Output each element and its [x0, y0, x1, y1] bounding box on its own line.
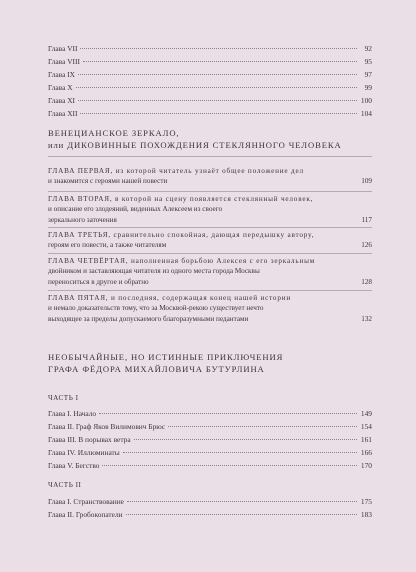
dot-leader — [127, 501, 357, 502]
dot-leader — [99, 413, 357, 414]
chapter-label: Глава XI — [48, 96, 76, 105]
entry-line: ГЛАВА ПЯТАЯ, и последняя, содержащая конец нашей истории — [48, 294, 292, 302]
page-number: 92 — [364, 44, 372, 53]
dot-leader — [134, 439, 357, 440]
page-number: 132 — [361, 314, 372, 323]
entry-separator — [48, 253, 372, 254]
entry-line: ГЛАВА ВТОРАЯ, в которой на сцену появляется стеклянный человек, — [48, 195, 314, 203]
chapter-label: Глава VIII — [48, 57, 80, 66]
toc-line — [48, 422, 372, 432]
chapter-label: Глава I. Начало — [48, 409, 97, 418]
entry-line: и немало доказательств тому, что за Москвой-рекою существует нечто — [48, 304, 264, 313]
page-number: 170 — [360, 461, 372, 470]
section-separator — [48, 156, 372, 157]
chapter-label: Глава XII — [48, 109, 78, 118]
entry-separator — [48, 290, 372, 291]
dot-leader — [123, 452, 357, 453]
entry-line: зеркального заточения — [48, 215, 117, 224]
page-number: 126 — [361, 241, 372, 250]
entry-line: и описание его злодеяний, виденных Алексеем из своего — [48, 205, 223, 214]
page-number: 161 — [360, 435, 372, 444]
entry-line: ГЛАВА ЧЕТВЁРТАЯ, наполненная борьбою Алексея с его зеркальным — [48, 257, 316, 265]
chapter-label: Глава IX — [48, 70, 76, 79]
section-title-line1: НЕОБЫЧАЙНЫЕ, НО ИСТИННЫЕ ПРИКЛЮЧЕНИЯ — [48, 352, 284, 362]
dot-leader — [102, 465, 357, 466]
entry-line: и знакомится с героями нашей повести — [48, 177, 168, 186]
chapter-label: Глава II. Гробокопатели — [48, 510, 123, 519]
section-title-line2: или ДИКОВИННЫЕ ПОХОЖДЕНИЯ СТЕКЛЯННОГО ЧЕЛОВЕКА — [48, 140, 342, 150]
dot-leader — [76, 87, 357, 88]
entry-line: ГЛАВА ПЕРВАЯ, из которой читатель узнаёт общее положение дел — [48, 167, 304, 175]
chapter-entry — [48, 256, 372, 287]
dot-leader — [126, 514, 357, 515]
entry-line: двойником и заставляющая читателя из одного места города Москвы — [48, 267, 260, 276]
toc-line — [48, 435, 372, 445]
page-number: 128 — [361, 277, 372, 286]
toc-line — [48, 510, 372, 520]
section-title-line1: ВЕНЕЦИАНСКОЕ ЗЕРКАЛО, — [48, 128, 180, 138]
toc-line — [48, 83, 372, 93]
chapter-entry — [48, 194, 372, 225]
page-number: 175 — [360, 497, 372, 506]
chapter-entry — [48, 230, 372, 251]
toc-line — [48, 461, 372, 471]
page-number: 109 — [361, 177, 372, 186]
chapter-label: Глава III. В порывах ветра — [48, 435, 131, 444]
part-heading: ЧАСТЬ I — [48, 394, 79, 402]
toc-line — [48, 409, 372, 419]
dot-leader — [78, 74, 357, 75]
dot-leader — [80, 48, 357, 49]
page-number: 97 — [364, 70, 372, 79]
dot-leader — [80, 113, 357, 114]
entry-separator — [48, 227, 372, 228]
page-number: 183 — [360, 510, 372, 519]
chapter-label: Глава VII — [48, 44, 78, 53]
toc-line — [48, 70, 372, 80]
entry-line: переноситься в другое и обратно — [48, 277, 149, 286]
entry-line: ГЛАВА ТРЕТЬЯ, сравнительно спокойная, дающая передышку автору, — [48, 231, 315, 239]
entry-separator — [48, 191, 372, 192]
page-number: 99 — [364, 83, 372, 92]
dot-leader — [78, 100, 357, 101]
chapter-label: Глава V. Бегство — [48, 461, 100, 470]
entry-line: героям его повести, а также читателям — [48, 241, 167, 250]
toc-line — [48, 448, 372, 458]
toc-line — [48, 497, 372, 507]
chapter-entry — [48, 293, 372, 324]
page-number: 166 — [360, 448, 372, 457]
dot-leader — [168, 426, 357, 427]
toc-line — [48, 109, 372, 119]
toc-line — [48, 96, 372, 106]
chapter-label: Глава IV. Иллюминаты — [48, 448, 120, 457]
chapter-label: Глава X — [48, 83, 73, 92]
toc-line — [48, 44, 372, 54]
chapter-entry — [48, 166, 372, 187]
page-number: 104 — [360, 109, 372, 118]
toc-line — [48, 57, 372, 67]
chapter-label: Глава II. Граф Яков Вилимович Брюс — [48, 422, 166, 431]
page-number: 149 — [360, 409, 372, 418]
chapter-label: Глава I. Странствование — [48, 497, 124, 506]
section-title-line2: ГРАФА ФЁДОРА МИХАЙЛОВИЧА БУТУРЛИНА — [48, 364, 265, 374]
dot-leader — [83, 61, 357, 62]
page-number: 117 — [361, 215, 372, 224]
entry-line: выходящее за пределы допускаемого благоразумными педантами — [48, 314, 249, 323]
page-number: 100 — [360, 96, 372, 105]
page-number: 154 — [360, 422, 372, 431]
page-number: 95 — [364, 57, 372, 66]
part-heading: ЧАСТЬ II — [48, 481, 82, 489]
